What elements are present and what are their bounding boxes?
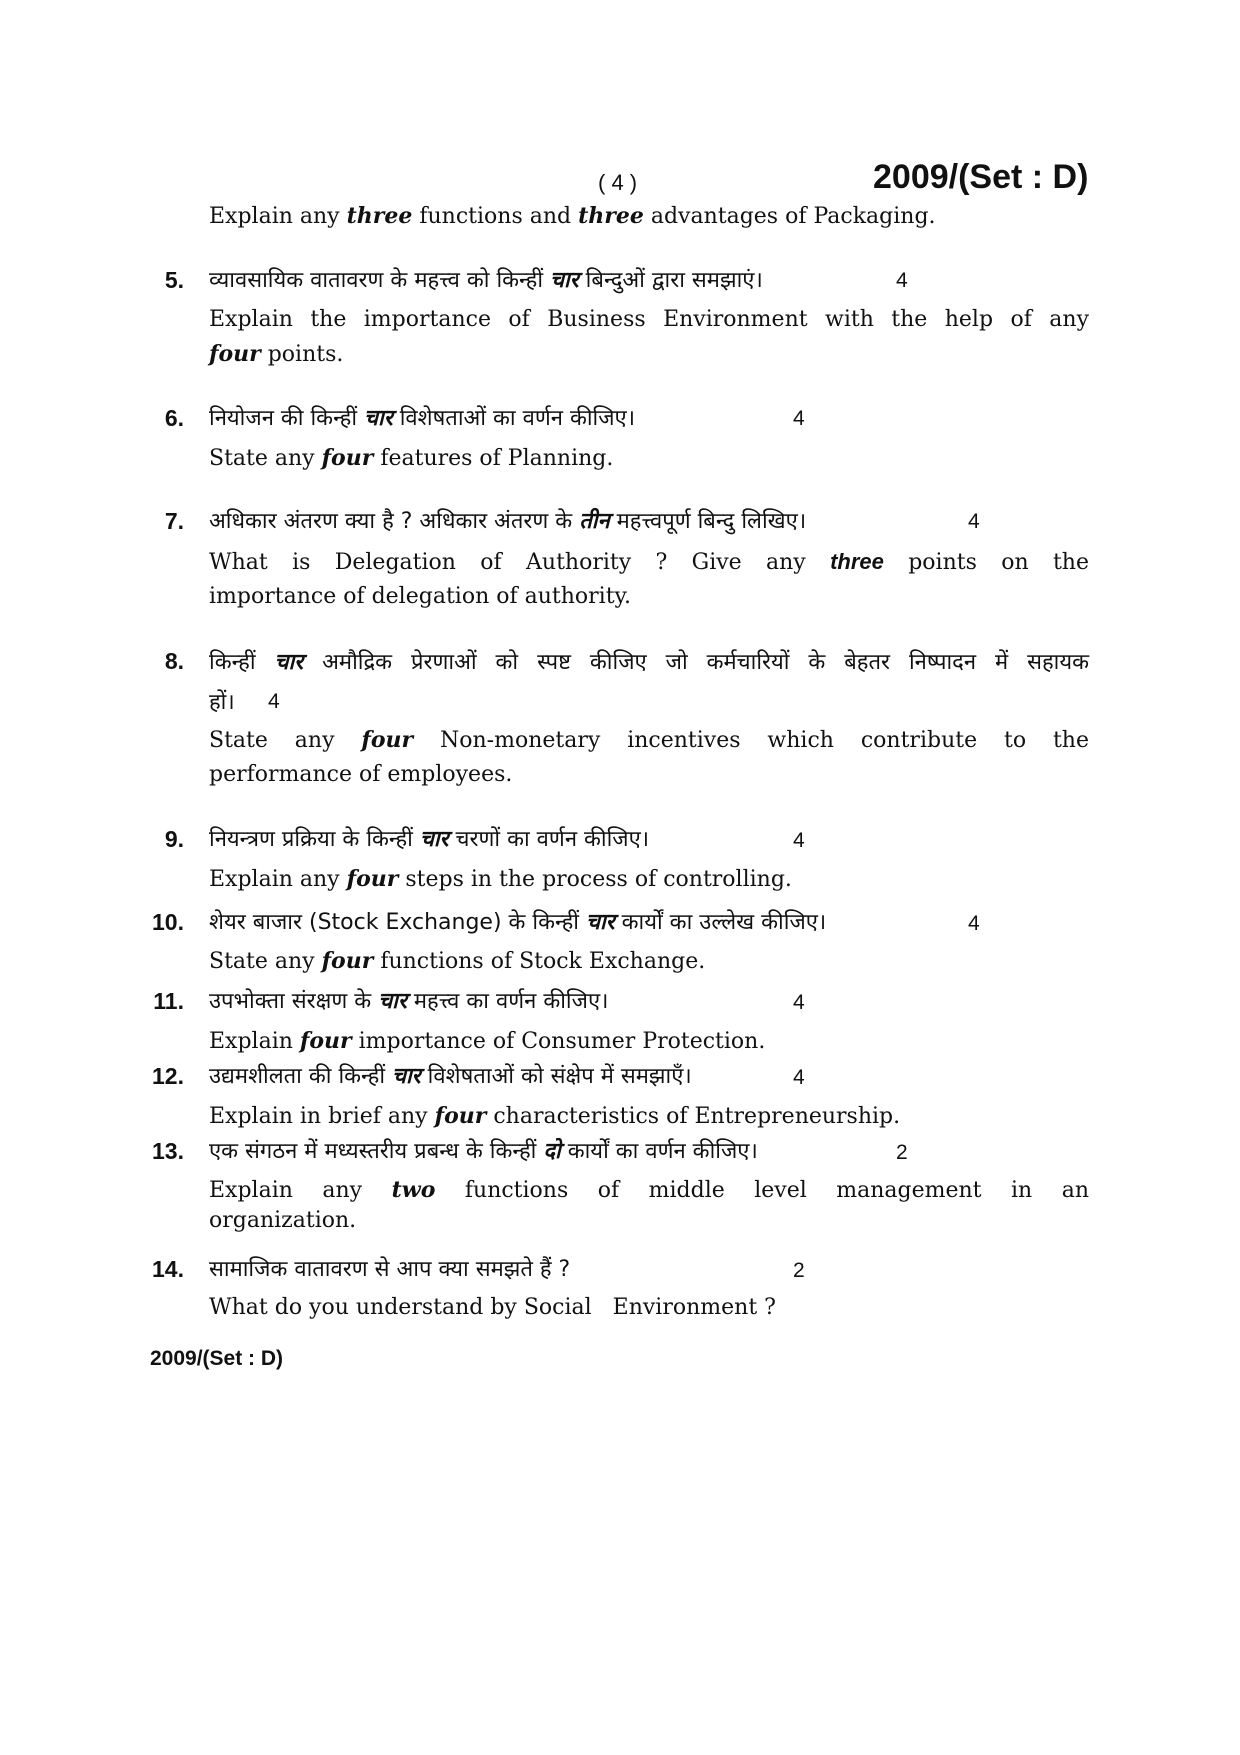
question-hindi: नियन्त्रण प्रक्रिया के किन्हीं चार चरणों का वर्णन कीजिए।	[209, 827, 650, 852]
question-number: 8.	[164, 648, 184, 674]
carryover-text: Explain any three functions and three advantages of Packaging.	[209, 203, 936, 229]
question-number: 6.	[164, 405, 184, 431]
question-number: 11.	[153, 988, 184, 1014]
question-english-line: Explain four importance of Consumer Protection.	[209, 1028, 766, 1054]
marks: 4	[968, 912, 980, 935]
question-english-line: Explain the importance of Business Environment with the help of any	[209, 307, 1089, 332]
question-english-line: What do you understand by Social Environment ?	[209, 1295, 776, 1320]
set-label-header: 2009/(Set : D)	[873, 158, 1089, 196]
question-number: 13.	[152, 1138, 184, 1164]
set-label-footer: 2009/(Set : D)	[150, 1347, 284, 1370]
question-english-line: What is Delegation of Authority ? Give any three points on the	[209, 549, 1089, 575]
marks: 4	[793, 1066, 805, 1089]
marks: 4	[896, 269, 908, 292]
question-english-line: Explain any four steps in the process of controlling.	[209, 866, 792, 892]
question-number: 5.	[164, 267, 184, 293]
question-english-line: Explain in brief any four characteristics of Entrepreneurship.	[209, 1103, 901, 1129]
marks: 4	[793, 829, 805, 852]
question-number: 12.	[152, 1063, 184, 1089]
question-hindi: अधिकार अंतरण क्या है ? अधिकार अंतरण के तीन महत्त्वपूर्ण बिन्दु लिखिए।	[209, 509, 807, 534]
question-hindi-line2: हों।	[209, 690, 235, 715]
question-hindi: शेयर बाजार (Stock Exchange) के किन्हीं चार कार्यों का उल्लेख कीजिए।	[209, 910, 827, 935]
question-english-line: State any four functions of Stock Exchange.	[209, 948, 706, 974]
question-english-line: State any four features of Planning.	[209, 445, 614, 471]
marks: 4	[793, 407, 805, 430]
question-hindi: उद्यमशीलता की किन्हीं चार विशेषताओं को संक्षेप में समझाएँ।	[209, 1064, 692, 1089]
question-hindi: एक संगठन में मध्यस्तरीय प्रबन्ध के किन्हीं दो कार्यों का वर्णन कीजिए।	[209, 1139, 758, 1164]
question-number: 9.	[164, 826, 184, 852]
page-number: ( 4 )	[598, 170, 638, 195]
question-english-line: organization.	[209, 1208, 357, 1233]
question-hindi: उपभोक्ता संरक्षण के चार महत्त्व का वर्णन कीजिए।	[209, 989, 609, 1014]
marks: 2	[896, 1141, 908, 1164]
question-english-line: importance of delegation of authority.	[209, 584, 632, 609]
question-number: 14.	[152, 1256, 184, 1282]
marks: 4	[968, 510, 980, 533]
marks: 4	[268, 690, 280, 713]
marks: 2	[793, 1259, 805, 1282]
question-hindi: किन्हीं चार अमौद्रिक प्रेरणाओं को स्पष्ट कीजिए जो कर्मचारियों के बेहतर निष्पादन में सहायक	[209, 650, 1089, 675]
marks: 4	[793, 991, 805, 1014]
question-number: 10.	[152, 909, 184, 935]
question-english-line: performance of employees.	[209, 762, 513, 787]
question-hindi: व्यावसायिक वातावरण के महत्त्व को किन्हीं चार बिन्दुओं द्वारा समझाएं।	[209, 268, 763, 293]
question-english-line: State any four Non-monetary incentives which contribute to the	[209, 727, 1089, 753]
question-english-line: Explain any two functions of middle level management in an	[209, 1177, 1089, 1203]
question-number: 7.	[164, 508, 184, 534]
question-english-line: four points.	[209, 341, 344, 367]
question-hindi: नियोजन की किन्हीं चार विशेषताओं का वर्णन कीजिए।	[209, 406, 636, 431]
question-hindi: सामाजिक वातावरण से आप क्या समझते हैं ?	[209, 1257, 571, 1282]
